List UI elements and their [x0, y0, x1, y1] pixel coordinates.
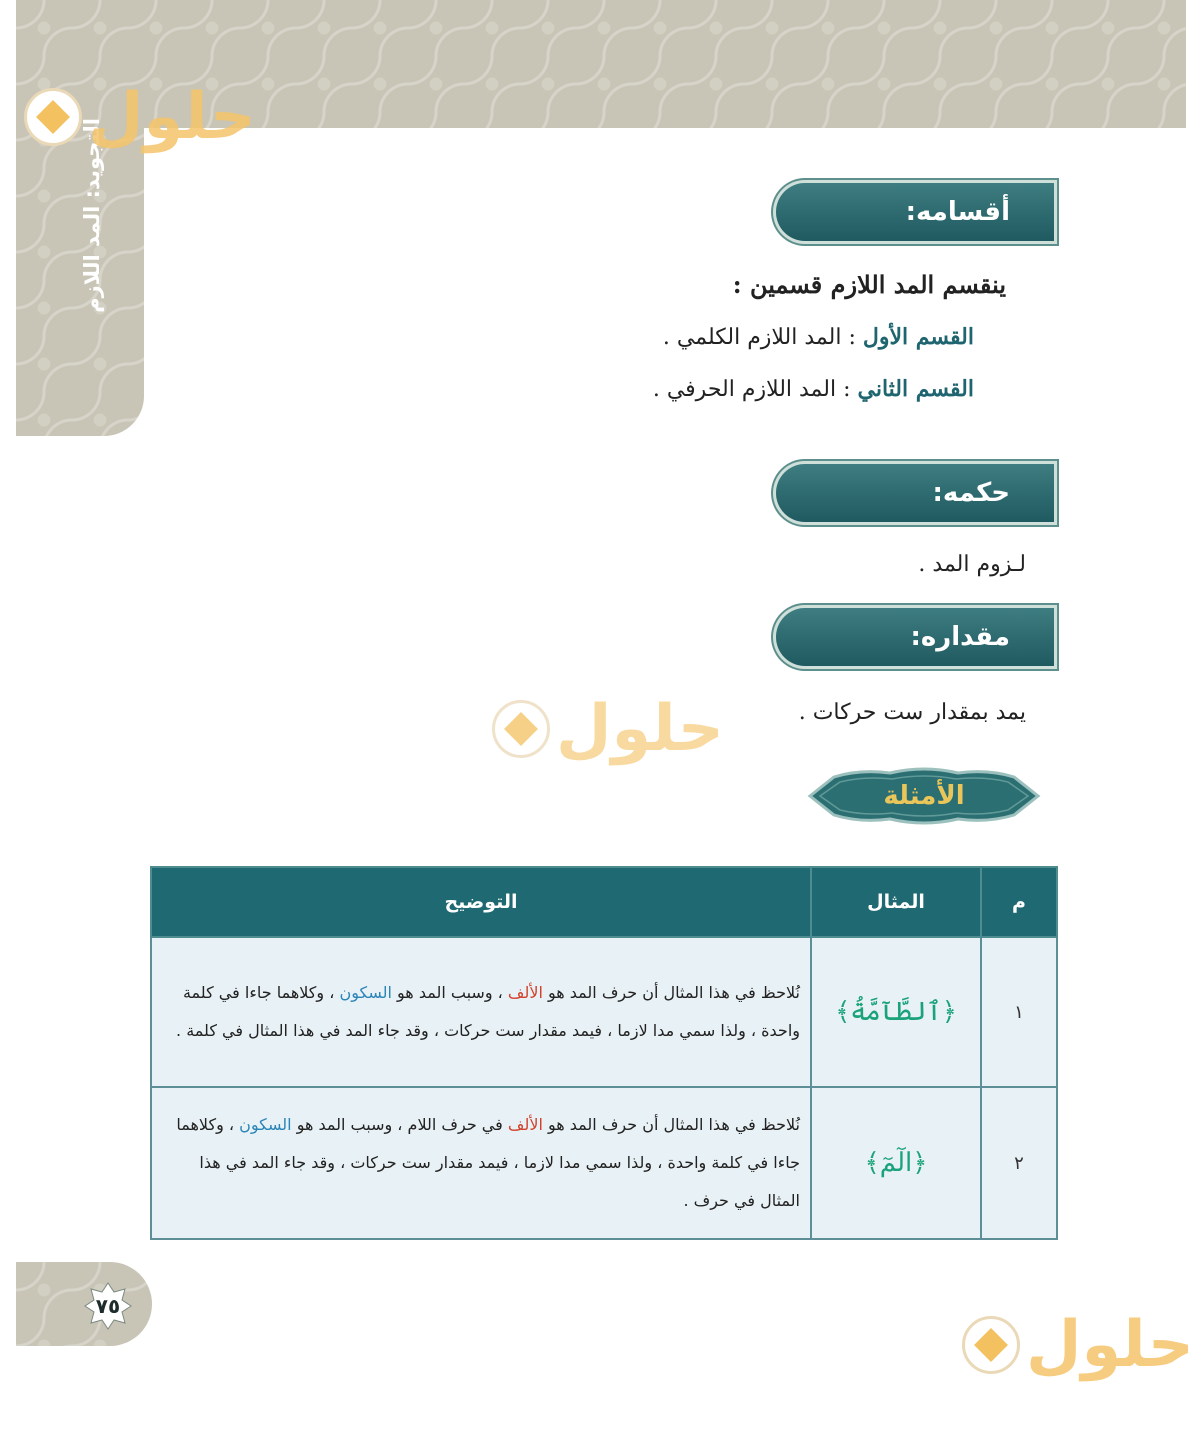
- highlight-sukun: السكون: [339, 983, 392, 1002]
- division-item-2: [653, 376, 974, 402]
- table-row: [151, 1087, 1057, 1239]
- length-text: يمد بمقدار ست حركات .: [798, 700, 1026, 725]
- division-item-label: القسم الأول: [862, 324, 974, 350]
- column-header-number: م: [981, 867, 1057, 937]
- watermark-badge-icon: [24, 88, 82, 146]
- watermark-text: حلول: [88, 80, 256, 154]
- highlight-alif: الألف: [507, 1115, 543, 1134]
- quranic-example: ﴿الٓمٓ﴾: [811, 1087, 981, 1239]
- page-number: ٧٥: [95, 1294, 121, 1318]
- section-heading: حكمه:: [932, 478, 1010, 508]
- chapter-title: التجويد: المد اللازم: [80, 118, 104, 313]
- watermark-logo-middle: [492, 692, 724, 766]
- section-header-divisions: [776, 183, 1054, 241]
- watermark-logo-top: [24, 80, 256, 154]
- section-heading: مقداره:: [910, 622, 1010, 652]
- watermark-badge-icon: [492, 700, 550, 758]
- division-item-text: : المد اللازم الحرفي .: [652, 377, 851, 402]
- explanation-text: ، وكلاهما جاءا في كلمة واحدة ، ولذا سمي مدا لازما ، فيمد مقدار ست حركات ، وقد جاء المد في هذا المثال في حرف .: [176, 1115, 800, 1210]
- watermark-text: حلول: [1026, 1308, 1194, 1382]
- division-item-text: : المد اللازم الكلمي .: [662, 325, 856, 350]
- division-item-1: [663, 324, 974, 350]
- watermark-logo-bottom: [962, 1308, 1194, 1382]
- examples-heading: الأمثلة: [883, 781, 965, 811]
- explanation-cell: [151, 937, 811, 1087]
- highlight-sukun: السكون: [239, 1115, 292, 1134]
- explanation-text: ، وسبب المد هو: [391, 983, 508, 1002]
- explanation-text: في حرف اللام ، وسبب المد هو: [291, 1115, 508, 1134]
- explanation-text: نُلاحظ في هذا المثال أن حرف المد هو: [542, 1115, 800, 1134]
- examples-table: [150, 866, 1058, 1240]
- divisions-intro: ينقسم المد اللازم قسمين :: [732, 270, 1006, 299]
- table-header-row: [151, 867, 1057, 937]
- division-item-label: القسم الثاني: [857, 376, 974, 402]
- table-row: [151, 937, 1057, 1087]
- explanation-text: ، وكلاهما جاءا في كلمة واحدة ، ولذا سمي مدا لازما ، فيمد مقدار ست حركات ، وقد جاء المد في هذا المثال في كلمة .: [176, 983, 800, 1040]
- explanation-text: نُلاحظ في هذا المثال أن حرف المد هو: [542, 983, 800, 1002]
- ruling-text: لـزوم المد .: [918, 552, 1026, 577]
- watermark-badge-icon: [962, 1316, 1020, 1374]
- row-number: ١: [981, 937, 1057, 1087]
- row-number: ٢: [981, 1087, 1057, 1239]
- explanation-cell: [151, 1087, 811, 1239]
- column-header-explanation: التوضيح: [151, 867, 811, 937]
- column-header-example: المثال: [811, 867, 981, 937]
- section-header-length: [776, 608, 1054, 666]
- section-header-ruling: [776, 464, 1054, 522]
- section-heading: أقسامه:: [905, 197, 1010, 227]
- watermark-text: حلول: [556, 692, 724, 766]
- quranic-example: ﴿ٱلطَّآمَّةُ﴾: [811, 937, 981, 1087]
- highlight-alif: الألف: [507, 983, 543, 1002]
